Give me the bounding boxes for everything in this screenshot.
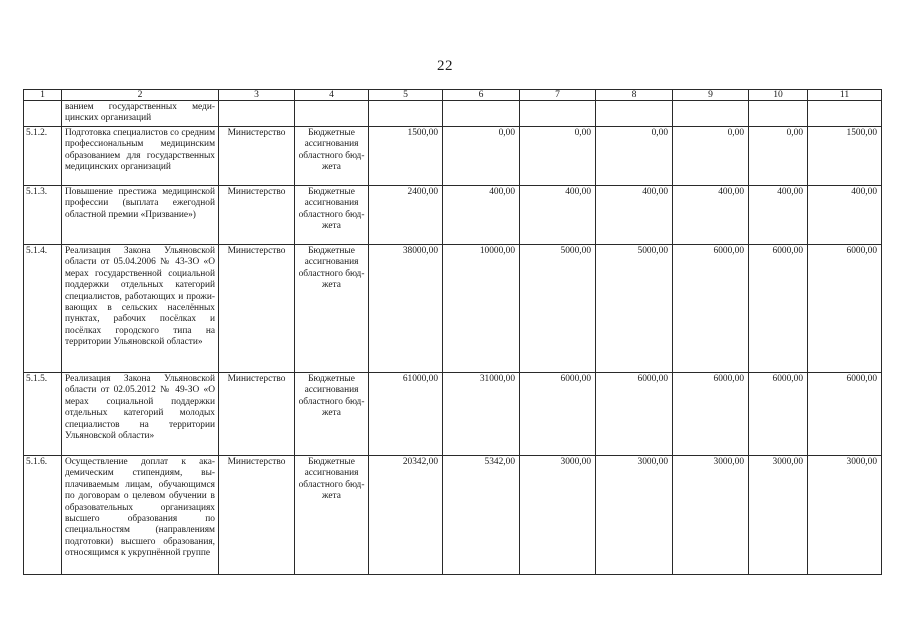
value-cell [673,101,749,127]
value-cell: 1500,00 [808,127,882,186]
value-cell: 400,00 [808,186,882,245]
value-cell: 6000,00 [808,373,882,456]
row-executor-cell: Министерство [219,186,295,245]
value-cell [596,101,673,127]
value-cell: 0,00 [749,127,808,186]
value-cell: 0,00 [520,127,596,186]
value-cell: 3000,00 [808,456,882,575]
row-number-cell: 5.1.5. [24,373,62,456]
table-row [24,127,882,186]
column-header: 1 [24,90,62,101]
value-cell [520,101,596,127]
row-source-cell: Бюджетные ассигнования областного бюджета [295,186,369,245]
value-cell: 31000,00 [443,373,520,456]
table-row [24,373,882,456]
row-description-cell: Повышение престижа медицинской профессии (выплата ежегодной областной премии «Призвание») [62,186,219,245]
column-header: 6 [443,90,520,101]
value-cell: 61000,00 [369,373,443,456]
value-cell: 10000,00 [443,245,520,373]
row-executor-cell: Министерство [219,127,295,186]
value-cell: 3000,00 [673,456,749,575]
value-cell [808,101,882,127]
value-cell [369,101,443,127]
row-executor-cell [219,101,295,127]
table-row [24,456,882,575]
value-cell: 2400,00 [369,186,443,245]
column-header: 3 [219,90,295,101]
value-cell: 400,00 [673,186,749,245]
row-source-cell: Бюджетные ассигнования областного бюджета [295,245,369,373]
value-cell: 0,00 [673,127,749,186]
row-executor-cell: Министерство [219,456,295,575]
value-cell: 5000,00 [596,245,673,373]
row-number-cell [24,101,62,127]
value-cell: 6000,00 [808,245,882,373]
column-header: 9 [673,90,749,101]
column-header: 11 [808,90,882,101]
row-description-cell: Осуществление доплат к академическим стипендиям, выплачиваемым лицам, обучающимся по договорам о целевом обучении в образовательных организациях высшего образования по специальностям (направлениям подготовки) высшего образования, относящимся к укрупнённой группе [62,456,219,575]
row-description-cell: Реализация Закона Ульяновской области от 05.04.2006 № 43-ЗО «О мерах государственной социальной поддержки отдельных категорий специалистов, работающих и проживающих в сельских населённых пунктах, рабочих посёлках и посёлках городского типа на территории Ульяновской области» [62,245,219,373]
budget-table [23,89,882,575]
table-row [24,186,882,245]
value-cell: 0,00 [443,127,520,186]
value-cell: 38000,00 [369,245,443,373]
table-header-row [24,90,882,101]
table-row [24,245,882,373]
value-cell: 400,00 [596,186,673,245]
row-number-cell: 5.1.6. [24,456,62,575]
value-cell: 3000,00 [596,456,673,575]
column-header: 10 [749,90,808,101]
row-description-cell: Реализация Закона Ульяновской области от 02.05.2012 № 49-ЗО «О мерах социальной поддержки отдельных категорий молодых специалистов на территории Ульяновской области» [62,373,219,456]
value-cell [749,101,808,127]
row-description-cell: ванием государственных медицинских организаций [62,101,219,127]
value-cell: 20342,00 [369,456,443,575]
row-source-cell: Бюджетные ассигнования областного бюджета [295,127,369,186]
row-number-cell: 5.1.4. [24,245,62,373]
row-number-cell: 5.1.2. [24,127,62,186]
value-cell: 6000,00 [520,373,596,456]
column-header: 5 [369,90,443,101]
value-cell: 400,00 [749,186,808,245]
value-cell: 5342,00 [443,456,520,575]
column-header: 4 [295,90,369,101]
value-cell: 6000,00 [673,373,749,456]
row-number-cell: 5.1.3. [24,186,62,245]
value-cell: 0,00 [596,127,673,186]
value-cell: 5000,00 [520,245,596,373]
value-cell: 400,00 [443,186,520,245]
row-source-cell: Бюджетные ассигнования областного бюджета [295,373,369,456]
column-header: 8 [596,90,673,101]
value-cell: 1500,00 [369,127,443,186]
row-executor-cell: Министерство [219,373,295,456]
value-cell: 6000,00 [673,245,749,373]
value-cell: 6000,00 [749,245,808,373]
page-number: 22 [437,58,453,74]
value-cell: 3000,00 [520,456,596,575]
value-cell: 6000,00 [749,373,808,456]
row-description-cell: Подготовка специалистов со средним профессиональным медицинским образованием для государственных медицинских организаций [62,127,219,186]
table-row-continuation [24,101,882,127]
value-cell: 3000,00 [749,456,808,575]
row-source-cell: Бюджетные ассигнования областного бюджета [295,456,369,575]
value-cell: 6000,00 [596,373,673,456]
value-cell: 400,00 [520,186,596,245]
column-header: 7 [520,90,596,101]
row-executor-cell: Министерство [219,245,295,373]
value-cell [443,101,520,127]
row-source-cell [295,101,369,127]
column-header: 2 [62,90,219,101]
